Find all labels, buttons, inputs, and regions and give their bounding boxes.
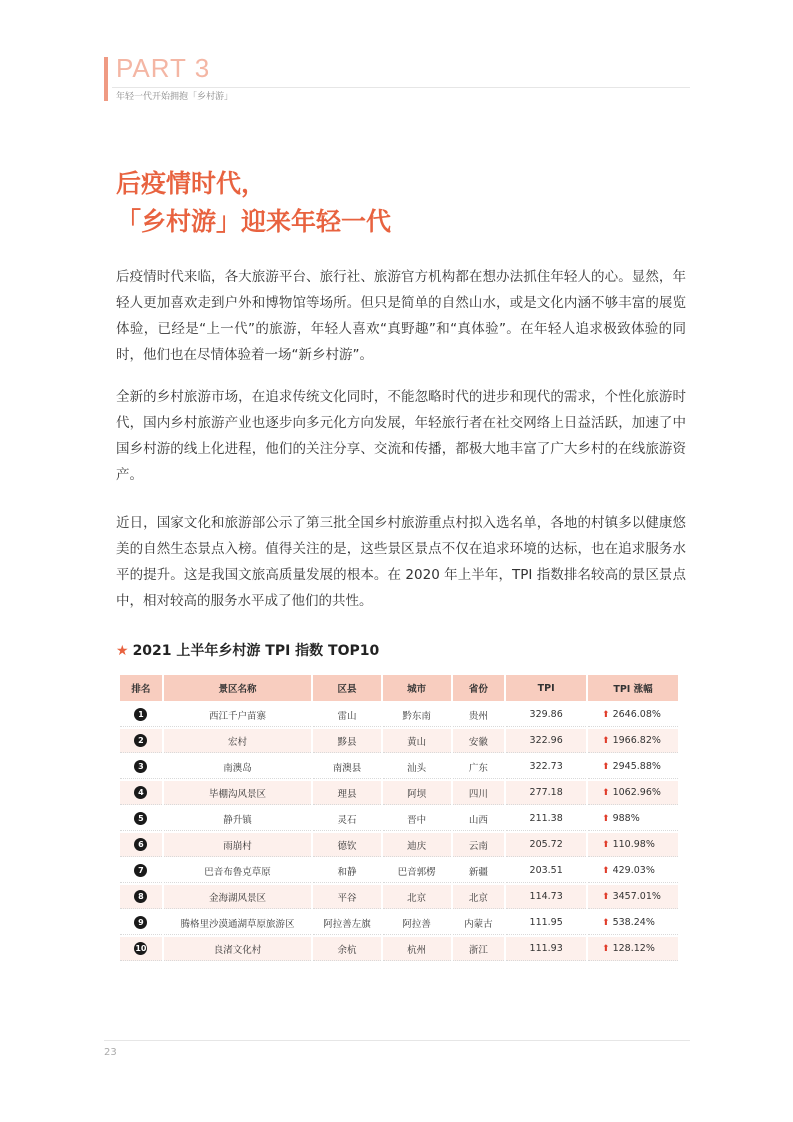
growth-value: 128.12%: [612, 943, 655, 954]
cell-city: 黔东南: [383, 703, 451, 727]
cell-province: 云南: [453, 833, 505, 857]
rank-badge: 7: [134, 864, 147, 877]
cell-city: 黄山: [383, 729, 451, 753]
header-accent-bar: [104, 57, 108, 101]
cell-rank: [120, 885, 162, 909]
cell-city: 迪庆: [383, 833, 451, 857]
rank-badge: 6: [134, 838, 147, 851]
cell-rank: [120, 781, 162, 805]
cell-province: 内蒙古: [453, 911, 505, 935]
cell-city: 阿坝: [383, 781, 451, 805]
cell-rank: [120, 729, 162, 753]
rank-badge: 3: [134, 760, 147, 773]
rank-badge: 9: [134, 916, 147, 929]
cell-growth: [588, 937, 678, 961]
table-row: [120, 703, 678, 727]
table-row: [120, 911, 678, 935]
header-growth: TPI 涨幅: [588, 675, 678, 701]
cell-growth: [588, 859, 678, 883]
cell-growth: [588, 703, 678, 727]
cell-rank: [120, 807, 162, 831]
cell-province: 贵州: [453, 703, 505, 727]
table-row: [120, 833, 678, 857]
page-title-line-2: 「乡村游」迎来年轻一代: [116, 207, 392, 236]
cell-province: 广东: [453, 755, 505, 779]
cell-county: 余杭: [313, 937, 381, 961]
cell-city: 阿拉善: [383, 911, 451, 935]
cell-growth: [588, 755, 678, 779]
growth-value: 988%: [612, 813, 640, 824]
cell-city: 巴音郭楞: [383, 859, 451, 883]
table-row: [120, 859, 678, 883]
up-arrow-icon: ⬆: [602, 788, 610, 798]
cell-tpi: 322.73: [506, 755, 586, 779]
header-name: 景区名称: [164, 675, 311, 701]
table-row: [120, 885, 678, 909]
cell-growth: [588, 833, 678, 857]
cell-name: 巴音布鲁克草原: [164, 859, 311, 883]
part-subtitle: 年轻一代开始拥抱「乡村游」: [116, 92, 234, 102]
cell-province: 浙江: [453, 937, 505, 961]
growth-value: 3457.01%: [612, 891, 661, 902]
cell-tpi: 211.38: [506, 807, 586, 831]
cell-name: 金海湖风景区: [164, 885, 311, 909]
cell-county: 南澳县: [313, 755, 381, 779]
cell-county: 灵石: [313, 807, 381, 831]
cell-name: 毕棚沟风景区: [164, 781, 311, 805]
growth-value: 2945.88%: [612, 761, 661, 772]
header-rank: 排名: [120, 675, 162, 701]
cell-province: 四川: [453, 781, 505, 805]
table-row: [120, 755, 678, 779]
cell-city: 汕头: [383, 755, 451, 779]
rank-badge: 10: [135, 944, 147, 953]
header-tpi: TPI: [506, 675, 586, 701]
part-label: PART 3: [116, 53, 211, 83]
paragraph-3: 近日，国家文化和旅游部公示了第三批全国乡村旅游重点村拟入选名单，各地的村镇多以健康悠美的自然生态景点入榜。值得关注的是，这些景区景点不仅在追求环境的达标，也在追求服务水平的提升。这是我国文旅高质量发展的根本。在 2020 年上半年，TPI 指数排名较高的景区景点中，相对较高的服务水平成了他们的共性。: [116, 515, 686, 609]
up-arrow-icon: ⬆: [602, 944, 610, 954]
cell-county: 雷山: [313, 703, 381, 727]
header-county: 区县: [313, 675, 381, 701]
cell-province: 北京: [453, 885, 505, 909]
cell-growth: [588, 885, 678, 909]
up-arrow-icon: ⬆: [602, 892, 610, 902]
table-body: [120, 703, 678, 961]
cell-county: 平谷: [313, 885, 381, 909]
paragraph-2: 全新的乡村旅游市场，在追求传统文化同时，不能忽略时代的进步和现代的需求，个性化旅游时代，国内乡村旅游产业也逐步向多元化方向发展，年轻旅行者在社交网络上日益活跃，加速了中国乡村游的线上化进程，他们的关注分享、交流和传播，都极大地丰富了广大乡村的在线旅游资产。: [116, 389, 686, 483]
footer-divider: [104, 1040, 690, 1041]
cell-tpi: 329.86: [506, 703, 586, 727]
cell-county: 黟县: [313, 729, 381, 753]
growth-value: 1966.82%: [612, 735, 661, 746]
page-title: [116, 165, 391, 241]
cell-name: 南澳岛: [164, 755, 311, 779]
table-title: [116, 640, 379, 660]
growth-value: 429.03%: [612, 865, 655, 876]
cell-city: 晋中: [383, 807, 451, 831]
cell-tpi: 111.95: [506, 911, 586, 935]
growth-value: 1062.96%: [612, 787, 661, 798]
up-arrow-icon: ⬆: [602, 762, 610, 772]
cell-rank: [120, 703, 162, 727]
cell-tpi: 277.18: [506, 781, 586, 805]
cell-province: 新疆: [453, 859, 505, 883]
cell-growth: [588, 911, 678, 935]
header-province: 省份: [453, 675, 505, 701]
rank-badge: 8: [134, 890, 147, 903]
cell-tpi: 205.72: [506, 833, 586, 857]
cell-name: 西江千户苗寨: [164, 703, 311, 727]
cell-city: 杭州: [383, 937, 451, 961]
rank-badge: 4: [134, 786, 147, 799]
cell-county: 德钦: [313, 833, 381, 857]
cell-growth: [588, 729, 678, 753]
table-row: [120, 729, 678, 753]
paragraph-1: 后疫情时代来临，各大旅游平台、旅行社、旅游官方机构都在想办法抓住年轻人的心。显然，年轻人更加喜欢走到户外和博物馆等场所。但只是简单的自然山水，或是文化内涵不够丰富的展览体验，已经是“上一代”的旅游，年轻人喜欢“真野趣”和“真体验”。在年轻人追求极致体验的同时，他们也在尽情体验着一场“新乡村游”。: [116, 269, 686, 363]
header-divider: [112, 87, 690, 88]
cell-province: 安徽: [453, 729, 505, 753]
table-row: [120, 807, 678, 831]
up-arrow-icon: ⬆: [602, 840, 610, 850]
cell-county: 阿拉善左旗: [313, 911, 381, 935]
cell-county: 和静: [313, 859, 381, 883]
star-icon: ★: [116, 643, 129, 659]
cell-county: 理县: [313, 781, 381, 805]
cell-rank: [120, 833, 162, 857]
cell-name: 良渚文化村: [164, 937, 311, 961]
up-arrow-icon: ⬆: [602, 866, 610, 876]
up-arrow-icon: ⬆: [602, 710, 610, 720]
cell-rank: [120, 911, 162, 935]
cell-tpi: 203.51: [506, 859, 586, 883]
page-number: 23: [104, 1047, 117, 1058]
cell-name: 雨崩村: [164, 833, 311, 857]
header-city: 城市: [383, 675, 451, 701]
page-title-line-1: 后疫情时代，: [116, 169, 267, 198]
cell-growth: [588, 781, 678, 805]
cell-name: 静升镇: [164, 807, 311, 831]
table-row: [120, 781, 678, 805]
cell-rank: [120, 937, 162, 961]
table-title-text: 2021 上半年乡村游 TPI 指数 TOP10: [132, 643, 380, 659]
cell-name: 腾格里沙漠通湖草原旅游区: [164, 911, 311, 935]
cell-growth: [588, 807, 678, 831]
tpi-ranking-table: [118, 673, 680, 963]
cell-tpi: 322.96: [506, 729, 586, 753]
growth-value: 538.24%: [612, 917, 655, 928]
growth-value: 110.98%: [612, 839, 655, 850]
cell-city: 北京: [383, 885, 451, 909]
cell-province: 山西: [453, 807, 505, 831]
cell-tpi: 111.93: [506, 937, 586, 961]
table-row: [120, 937, 678, 961]
table-header-row: [120, 675, 678, 701]
up-arrow-icon: ⬆: [602, 814, 610, 824]
up-arrow-icon: ⬆: [602, 918, 610, 928]
rank-badge: 2: [134, 734, 147, 747]
cell-rank: [120, 755, 162, 779]
growth-value: 2646.08%: [612, 709, 661, 720]
cell-name: 宏村: [164, 729, 311, 753]
rank-badge: 1: [134, 708, 147, 721]
rank-badge: 5: [134, 812, 147, 825]
cell-tpi: 114.73: [506, 885, 586, 909]
up-arrow-icon: ⬆: [602, 736, 610, 746]
cell-rank: [120, 859, 162, 883]
